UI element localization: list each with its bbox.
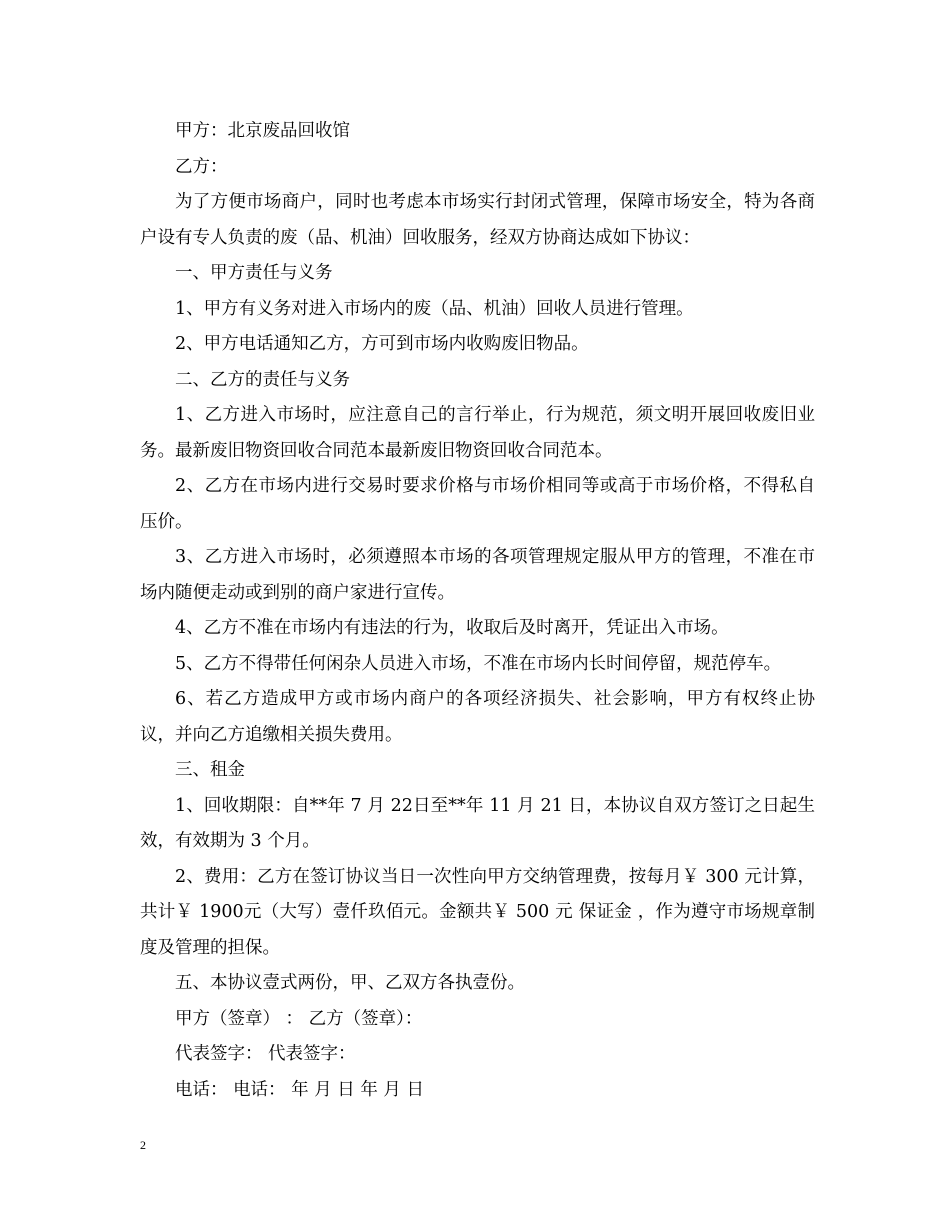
section-heading-party-a-duties: 一、甲方责任与义务 [175,263,333,283]
signature-seal-line: 甲方（签章） ： 乙方（签章）： [175,1008,423,1029]
section-heading-party-b-duties: 二、乙方的责任与义务 [175,369,350,390]
section-heading-rent: 三、租金 [175,760,245,780]
clause-b-6: 6、若乙方造成甲方或市场内商户的各项经济损失、社会影响，甲方有权终止协议，并向乙方追缴相关损失费用。 [140,689,815,745]
party-a-line: 甲方：北京废品回收馆 [175,121,350,141]
clause-b-5: 5、乙方不得带任何闲杂人员进入市场，不准在市场内长时间停留，规范停车。 [175,653,782,674]
phone-date-line: 电话： 电话： 年 月 日 年 月 日 [175,1079,424,1100]
party-b-line: 乙方： [175,156,228,177]
representative-signature-line: 代表签字： 代表签字： [175,1044,356,1064]
copies-clause: 五、本协议壹式两份，甲、乙双方各执壹份。 [175,973,525,993]
clause-b-3: 3、乙方进入市场时，必须遵照本市场的各项管理规定服从甲方的管理，不准在市场内随便走动或到别的商户家进行宣传。 [140,547,815,603]
clause-b-4: 4、乙方不准在市场内有违法的行为，收取后及时离开，凭证出入市场。 [175,618,729,638]
document-body [140,114,815,1108]
preamble-paragraph: 为了方便市场商户，同时也考虑本市场实行封闭式管理，保障市场安全，特为各商户设有专人负责的废（品、机油）回收服务，经双方协商达成如下协议： [140,192,815,248]
clause-b-2: 2、乙方在市场内进行交易时要求价格与市场价相同等或高于市场价格，不得私自压价。 [140,476,815,532]
clause-rent-1: 1、回收期限：自**年 7 月 22日至**年 11 月 21 日，本协议自双方签订之日起生效，有效期为 3 个月。 [140,795,815,851]
clause-b-1: 1、乙方进入市场时，应注意自己的言行举止，行为规范，须文明开展回收废旧业务。最新废旧物资回收合同范本最新废旧物资回收合同范本。 [140,405,815,461]
page-number: 2 [140,1138,146,1152]
clause-rent-2: 2、费用：乙方在签订协议当日一次性向甲方交纳管理费，按每月￥ 300 元计算，共计￥ 1900元（大写）壹仟玖佰元。金额共￥ 500 元 保证金 ，作为遵守市场规章制度及管理的担保。 [140,866,815,958]
clause-a-1: 1、甲方有义务对进入市场内的废（品、机油）回收人员进行管理。 [175,298,694,319]
clause-a-2: 2、甲方电话通知乙方，方可到市场内收购废旧物品。 [175,334,589,354]
